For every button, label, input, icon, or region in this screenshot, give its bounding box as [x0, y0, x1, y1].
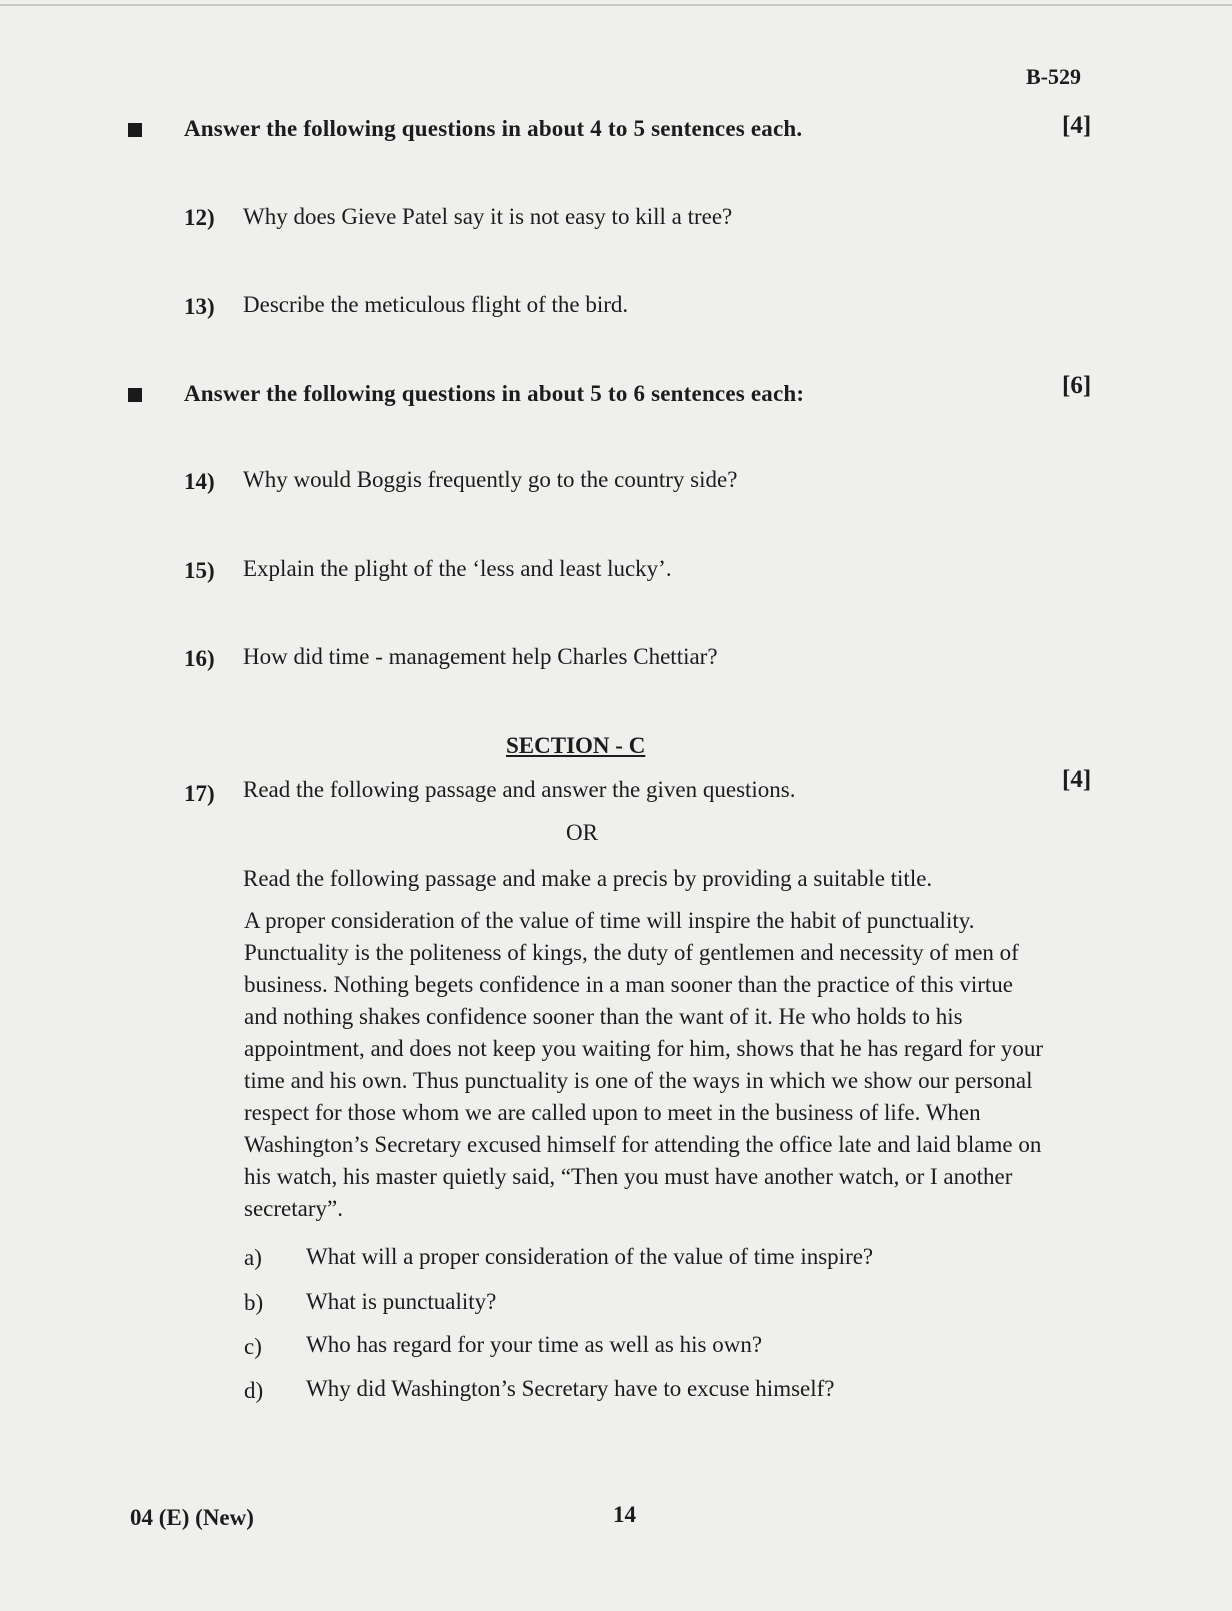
question-text-14: Why would Boggis frequently go to the country side? [243, 467, 738, 492]
question-text-13: Describe the meticulous flight of the bird. [243, 292, 629, 317]
question-number-15: 15) [184, 558, 215, 583]
block-marks-1: [4] [1062, 112, 1092, 139]
question-text-15: Explain the plight of the ‘less and least lucky’. [243, 556, 672, 581]
block-marks-2: [6] [1062, 372, 1092, 399]
subquestion-text-a: What will a proper consideration of the value of time inspire? [306, 1244, 874, 1269]
question-number-17: 17) [184, 781, 215, 806]
footer-page-number: 14 [613, 1502, 636, 1527]
section-title: SECTION - C [506, 733, 646, 758]
question-marks-17: [4] [1062, 766, 1092, 793]
or-divider: OR [566, 820, 598, 845]
paper-code: B-529 [1026, 64, 1081, 89]
subquestion-text-c: Who has regard for your time as well as his own? [306, 1332, 763, 1357]
subquestion-letter-c: c) [244, 1334, 262, 1359]
bullet-square-icon [128, 123, 142, 137]
question-text-17: Read the following passage and answer the given questions. [243, 777, 796, 802]
question-number-13: 13) [184, 294, 215, 319]
passage: A proper consideration of the value of time will inspire the habit of punctuality. Punctuality is the politeness of kings, the duty of gentlemen and necessity of men of business. Nothing begets confidence in a man sooner than the practice of this virtue and nothing shakes confidence sooner than the want of it. He who holds to his appointment, and does not keep you waiting for him, shows that he has regard for your time and his own. Thus punctuality is one of the ways in which we show our personal respect for those whom we are called upon to meet in the business of life. When Washington’s Secretary excused himself for attending the office late and laid blame on his watch, his master quietly said, “Then you must have another watch, or I another secretary”. [244, 908, 1044, 1221]
question-text-16: How did time - management help Charles Chettiar? [243, 644, 718, 669]
block-heading-1: Answer the following questions in about 4 to 5 sentences each. [184, 116, 803, 141]
subquestion-letter-b: b) [244, 1290, 264, 1315]
block-heading-2: Answer the following questions in about 5 to 6 sentences each: [184, 381, 805, 406]
question-text-12: Why does Gieve Patel say it is not easy to kill a tree? [243, 204, 733, 229]
subquestion-letter-d: d) [244, 1378, 264, 1403]
bullet-square-icon [128, 388, 142, 402]
footer-subject-code: 04 (E) (New) [130, 1505, 254, 1530]
question-number-14: 14) [184, 469, 215, 494]
precis-instruction: Read the following passage and make a precis by providing a suitable title. [243, 866, 933, 891]
scan-top-edge [0, 4, 1232, 6]
question-number-12: 12) [184, 205, 215, 230]
subquestion-text-d: Why did Washington’s Secretary have to excuse himself? [306, 1376, 835, 1401]
subquestion-text-b: What is punctuality? [306, 1289, 497, 1314]
question-number-16: 16) [184, 646, 215, 671]
subquestion-letter-a: a) [244, 1245, 262, 1270]
